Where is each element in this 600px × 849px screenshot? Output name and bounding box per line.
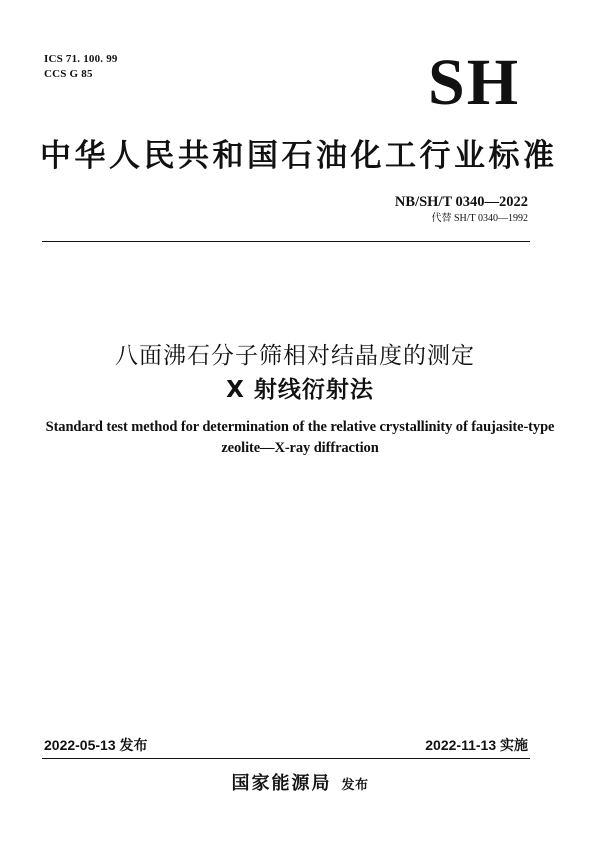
issuer-label: 发布 bbox=[341, 778, 369, 793]
issuing-authority bbox=[0, 772, 600, 798]
ccs-code: CCS G 85 bbox=[44, 68, 93, 80]
issue-date-value: 2022-05-13 bbox=[44, 737, 116, 753]
issue-date-label: 发布 bbox=[119, 737, 148, 753]
classification-codes bbox=[44, 52, 118, 82]
footer-divider bbox=[42, 758, 530, 759]
replaces-note: 代替 SH/T 0340—1992 bbox=[431, 213, 528, 224]
standard-type-heading: 中华人民共和国石油化工行业标准 bbox=[40, 138, 558, 174]
implementation-date-value: 2022-11-13 bbox=[425, 737, 497, 753]
sh-logo: SH bbox=[428, 46, 521, 119]
english-title bbox=[20, 417, 580, 459]
issuer-name: 国家能源局 bbox=[231, 773, 332, 794]
standard-number: NB/SH/T 0340—2022 bbox=[394, 194, 528, 210]
chinese-title-line1: 八面沸石分子筛相对结晶度的测定 bbox=[115, 343, 475, 369]
implementation-date bbox=[425, 736, 528, 754]
header-divider bbox=[42, 241, 530, 242]
chinese-title bbox=[0, 340, 600, 406]
english-title-line1: Standard test method for determination of the relative crystallinity of faujasite-type bbox=[45, 419, 555, 435]
issue-date bbox=[44, 736, 148, 754]
implementation-date-label: 实施 bbox=[500, 737, 528, 753]
chinese-title-line2: X 射线衍射法 bbox=[226, 377, 374, 403]
ics-code: ICS 71. 100. 99 bbox=[44, 53, 118, 65]
english-title-line2: zeolite—X-ray diffraction bbox=[221, 440, 379, 456]
